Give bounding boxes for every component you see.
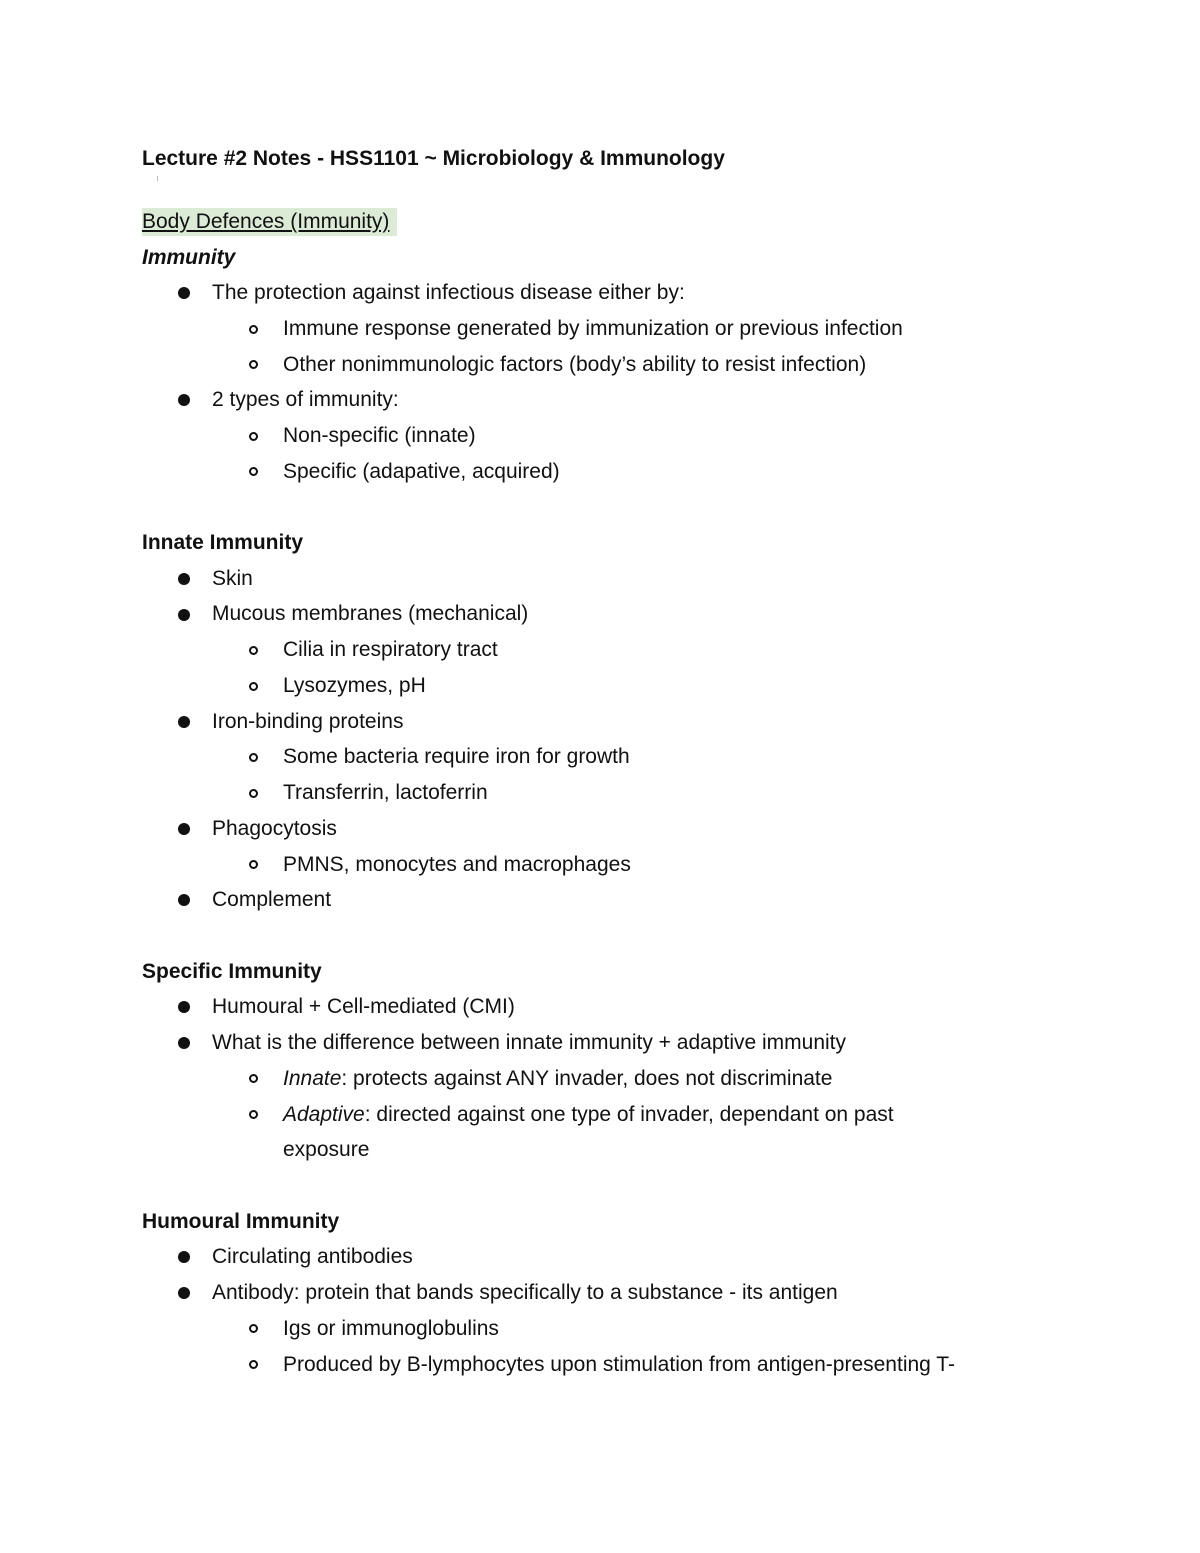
adaptive-definition: : directed against one type of invader, dependant on past [364, 1103, 894, 1126]
innate-heading: Innate Immunity [142, 531, 304, 554]
innate-definition: : protects against ANY invader, does not discriminate [341, 1067, 833, 1090]
page-title: Lecture #2 Notes - HSS1101 ~ Microbiology & Immunology [142, 147, 725, 170]
sub-bullet-circle [249, 860, 258, 869]
sub-list-item: Transferrin, lactoferrin [283, 781, 488, 804]
sub-bullet-circle [249, 360, 258, 369]
bullet-dot [178, 1287, 190, 1299]
sub-list-item-continuation: exposure [283, 1138, 370, 1161]
sub-list-item [283, 1065, 832, 1093]
sub-bullet-circle [249, 432, 258, 441]
list-item: Mucous membranes (mechanical) [212, 602, 529, 625]
bullet-dot [178, 716, 190, 728]
cursor-tick [157, 176, 158, 181]
sub-list-item: Lysozymes, pH [283, 674, 426, 697]
sub-list-item: Non-specific (innate) [283, 424, 476, 447]
bullet-dot [178, 609, 190, 621]
sub-list-item: Cilia in respiratory tract [283, 638, 498, 661]
sub-bullet-circle [249, 1324, 258, 1333]
list-item: Humoural + Cell-mediated (CMI) [212, 995, 515, 1018]
bullet-dot [178, 573, 190, 585]
list-item: Complement [212, 888, 332, 911]
sub-bullet-circle [249, 1074, 258, 1083]
sub-list-item: PMNS, monocytes and macrophages [283, 853, 631, 876]
sub-bullet-circle [249, 753, 258, 762]
list-item: The protection against infectious disease either by: [212, 281, 685, 304]
bullet-dot [178, 1251, 190, 1263]
list-item: Antibody: protein that bands specifically to a substance - its antigen [212, 1281, 838, 1304]
adaptive-term: Adaptive [283, 1103, 365, 1126]
sub-bullet-circle [249, 325, 258, 334]
sub-bullet-circle [249, 467, 258, 476]
sub-bullet-circle [249, 646, 258, 655]
list-item: Circulating antibodies [212, 1245, 413, 1268]
list-item: Skin [212, 567, 253, 590]
sub-list-item: Specific (adapative, acquired) [283, 460, 560, 483]
list-item: Phagocytosis [212, 817, 337, 840]
section-heading-highlighted: Body Defences (Immunity) [142, 208, 397, 236]
sub-list-item: Produced by B-lymphocytes upon stimulation from antigen-presenting T- [283, 1353, 955, 1376]
specific-heading: Specific Immunity [142, 960, 322, 983]
list-item: What is the difference between innate immunity + adaptive immunity [212, 1031, 847, 1054]
list-item: 2 types of immunity: [212, 388, 399, 411]
sub-bullet-circle [249, 1360, 258, 1369]
sub-bullet-circle [249, 1110, 258, 1119]
sub-list-item [283, 1101, 894, 1129]
immunity-heading: Immunity [142, 246, 236, 269]
sub-bullet-circle [249, 682, 258, 691]
bullet-dot [178, 894, 190, 906]
bullet-dot [178, 287, 190, 299]
sub-bullet-circle [249, 789, 258, 798]
humoural-heading: Humoural Immunity [142, 1210, 340, 1233]
sub-list-item: Some bacteria require iron for growth [283, 745, 630, 768]
sub-list-item: Immune response generated by immunization or previous infection [283, 317, 903, 340]
bullet-dot [178, 394, 190, 406]
list-item: Iron-binding proteins [212, 710, 404, 733]
bullet-dot [178, 1001, 190, 1013]
sub-list-item: Other nonimmunologic factors (body’s ability to resist infection) [283, 353, 867, 376]
sub-list-item: Igs or immunoglobulins [283, 1317, 499, 1340]
innate-term: Innate [283, 1067, 342, 1090]
bullet-dot [178, 1037, 190, 1049]
bullet-dot [178, 823, 190, 835]
